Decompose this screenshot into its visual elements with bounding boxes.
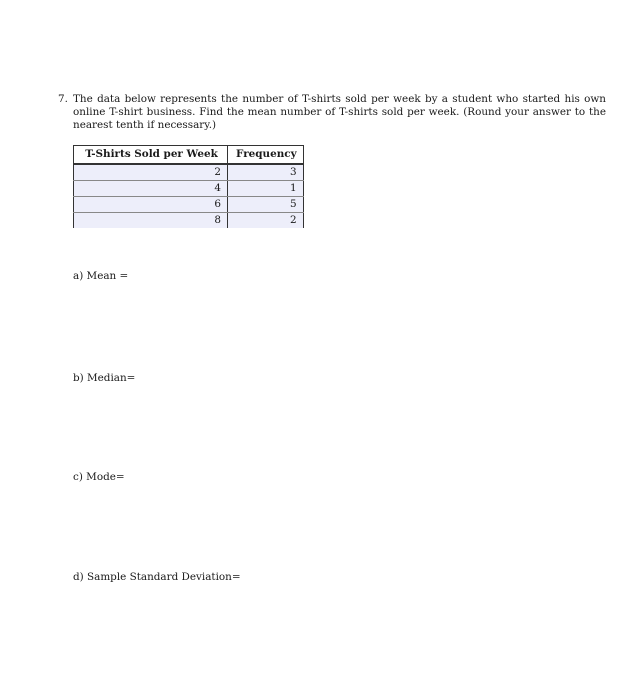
cell-frequency: 2 (228, 213, 304, 229)
header-frequency: Frequency (228, 146, 304, 165)
cell-frequency: 3 (228, 164, 304, 181)
question-mean: a) Mean = (73, 270, 129, 282)
cell-tshirts: 2 (74, 164, 228, 181)
table-row (74, 164, 304, 181)
cell-tshirts: 8 (74, 213, 228, 229)
cell-frequency: 5 (228, 197, 304, 213)
problem-statement (58, 93, 606, 133)
cell-frequency: 1 (228, 181, 304, 197)
table-row (74, 213, 304, 229)
table-row (74, 197, 304, 213)
question-median: b) Median= (73, 372, 136, 384)
header-tshirts-sold: T-Shirts Sold per Week (74, 146, 228, 165)
table-row (74, 181, 304, 197)
table-header-row (74, 146, 304, 165)
problem-text: The data below represents the number of T-shirts sold per week by a student who started his own online T-shirt business. Find the mean number of T-shirts sold per week. (Round your answer to the nearest tenth if necessary.) (73, 93, 606, 132)
cell-tshirts: 6 (74, 197, 228, 213)
cell-tshirts: 4 (74, 181, 228, 197)
frequency-table (73, 145, 304, 228)
question-std-dev: d) Sample Standard Deviation= (73, 571, 241, 583)
problem-number: 7. (58, 93, 68, 105)
question-mode: c) Mode= (73, 471, 125, 483)
